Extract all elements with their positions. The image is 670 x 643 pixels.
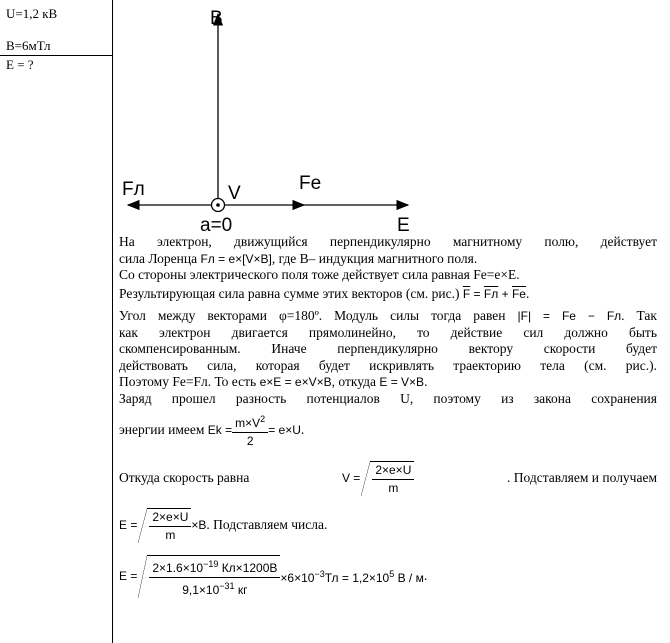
- paragraph-6: скомпенсированным. Иначе перпендикулярно вектору скорости будет: [119, 341, 657, 356]
- formula-modulus: |F| = Fe − Fл: [517, 309, 622, 323]
- paragraph-8: Поэтому Fe=Fл. То есть e×E = e×V×B, откуда E = V×B.: [119, 374, 428, 389]
- numeric-result: E = $\frac{2\times 1.6\times 10^{-19} Кл\times 1200В}{9,1\times 10^{-31} кг}$ $\times 6\times 10^{-3}Тл = 1,2\times 10^5$ В / м .: [119, 555, 657, 598]
- field-formula: E = $\frac{2\times e\times U}{m}$ ×B . Подставляем числа.: [119, 510, 328, 542]
- label-fl: Fл: [122, 179, 145, 200]
- paragraph-3: Результирующая сила равна сумме этих векторов (см. рис.) $\overline{F}$ = Fл + $\overline{Fe}$.: [119, 285, 530, 301]
- paragraph-5: как электрон двигается прямолинейно, то действие сил должно быть: [119, 324, 657, 340]
- given-unknown: E = ?: [6, 57, 34, 72]
- formula-e-field: E = V×B: [379, 375, 425, 389]
- solution-text: [119, 234, 657, 604]
- paragraph-1b: сила Лоренца Fл = e×[V×B], где B– индукция магнитного поля.: [119, 250, 478, 266]
- velocity-equation: Откуда скорость равна V = $\frac{2\times e\times U}{m}$ . Подставляем и получаем: [119, 463, 657, 495]
- velocity-dot-icon: [216, 203, 220, 207]
- energy-fraction: $\frac{m\times V^2}{2}$: [232, 411, 268, 449]
- label-fe: Fe: [299, 173, 322, 194]
- label-a-zero: a=0: [200, 215, 233, 235]
- energy-equation: энергии имеем Ek = $\frac{m\times V^2}{2}$ = e×U .: [119, 411, 657, 449]
- velocity-sqrt: $\frac{2\times e\times U}{m}$: [370, 461, 414, 496]
- label-v: V: [228, 183, 241, 204]
- given-divider: [0, 55, 112, 56]
- paragraph-9: Заряд прошел разность потенциалов U, поэтому из закона сохранения: [119, 390, 657, 406]
- paragraph-4: Угол между векторами φ=180º. Модуль силы тогда равен |F| = Fe − Fл. Так: [119, 308, 657, 323]
- label-e: E: [397, 215, 410, 235]
- given-voltage: U=1,2 кВ: [6, 6, 58, 21]
- formula-lorentz: Fл = e×[V×B]: [200, 251, 272, 266]
- paragraph-1a: На электрон, движущийся перпендикулярно магнитному полю, действует: [119, 234, 657, 249]
- result-sqrt: $\frac{2\times 1.6\times 10^{-19} Кл\times 1200В}{9,1\times 10^{-31} кг}$: [147, 555, 280, 598]
- force-diagram: [112, 0, 670, 235]
- paragraph-2: Со стороны электрического поля тоже действует сила равная Fe=e×E.: [119, 267, 520, 282]
- paragraph-7: действовать сила, которая будет искривлять траекторию тела (см. рис.).: [119, 357, 657, 373]
- force-diagram-svg: [112, 0, 670, 235]
- given-panel: [0, 0, 113, 643]
- formula-vector-sum: $\overline{F}$ = Fл + $\overline{Fe}$: [462, 286, 526, 301]
- given-induction: B=6мТл: [6, 38, 51, 53]
- label-b: B: [210, 8, 223, 29]
- field-sqrt: $\frac{2\times e\times U}{m}$: [147, 508, 191, 543]
- formula-force-equality: e×E = e×V×B: [259, 375, 332, 389]
